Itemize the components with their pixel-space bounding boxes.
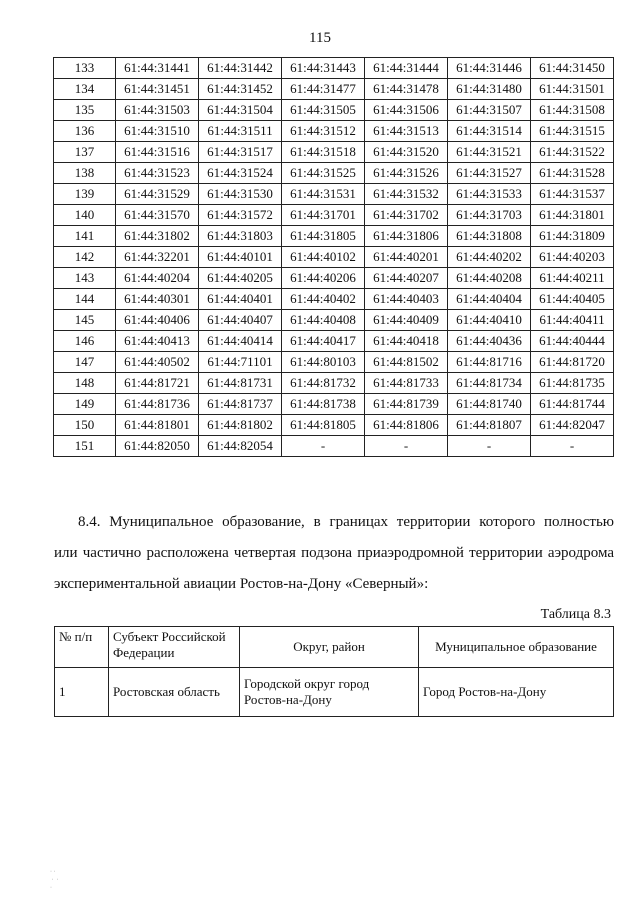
cadastral-number-cell: 61:44:81732	[282, 373, 365, 394]
cadastral-number-cell: 61:44:31806	[365, 226, 448, 247]
cadastral-number-cell: 61:44:40413	[116, 331, 199, 352]
cadastral-number-cell: 61:44:82047	[531, 415, 614, 436]
cadastral-number-cell: 61:44:40418	[365, 331, 448, 352]
cadastral-number-cell: 61:44:40402	[282, 289, 365, 310]
cadastral-number-cell: 61:44:40409	[365, 310, 448, 331]
cadastral-number-cell: 61:44:31702	[365, 205, 448, 226]
cadastral-number-cell: 61:44:31809	[531, 226, 614, 247]
header-cell-municipality: Муниципальное образование	[419, 627, 614, 668]
scan-specks: · · · · ·	[50, 869, 59, 891]
table-row	[54, 331, 614, 352]
cadastral-number-cell: 61:44:40102	[282, 247, 365, 268]
row-number-cell: 138	[54, 163, 116, 184]
cadastral-number-cell: 61:44:31520	[365, 142, 448, 163]
cadastral-number-cell: 61:44:31444	[365, 58, 448, 79]
cadastral-number-cell: 61:44:31525	[282, 163, 365, 184]
table-row	[54, 121, 614, 142]
paragraph-line-3: экспериментальной авиации Ростов-на-Дону «Северный»:	[54, 576, 429, 592]
row-number-cell: 147	[54, 352, 116, 373]
paragraph-line-2: или частично расположена четвертая подзона приаэродромной территории аэродрома	[54, 545, 614, 561]
cadastral-number-cell: 61:44:31533	[448, 184, 531, 205]
cadastral-number-cell: 61:44:81807	[448, 415, 531, 436]
page-number: 115	[309, 30, 331, 46]
cadastral-number-cell: 61:44:31526	[365, 163, 448, 184]
cadastral-number-cell: 61:44:31524	[199, 163, 282, 184]
header-cell-subject: Субъект Российской Федерации	[109, 627, 240, 668]
cadastral-number-cell: 61:44:81805	[282, 415, 365, 436]
row-number-cell: 135	[54, 100, 116, 121]
cadastral-number-cell: 61:44:40206	[282, 268, 365, 289]
table-row	[54, 436, 614, 457]
cadastral-number-cell: 61:44:82054	[199, 436, 282, 457]
table-row	[54, 268, 614, 289]
cadastral-number-cell: 61:44:40408	[282, 310, 365, 331]
cadastral-number-cell: 61:44:31531	[282, 184, 365, 205]
table-row	[54, 142, 614, 163]
header-cell-district: Округ, район	[240, 627, 419, 668]
cadastral-number-cell: 61:44:81733	[365, 373, 448, 394]
row-number-cell: 136	[54, 121, 116, 142]
cadastral-number-cell: 61:44:31570	[116, 205, 199, 226]
cadastral-number-cell: 61:44:81736	[116, 394, 199, 415]
cadastral-number-cell: 61:44:40211	[531, 268, 614, 289]
cadastral-number-cell: 61:44:31511	[199, 121, 282, 142]
cadastral-number-cell: 61:44:31521	[448, 142, 531, 163]
table-row	[54, 247, 614, 268]
cadastral-number-cell: 61:44:31803	[199, 226, 282, 247]
table-row	[54, 100, 614, 121]
row-number-cell: 139	[54, 184, 116, 205]
cadastral-number-cell: 61:44:40436	[448, 331, 531, 352]
cadastral-number-cell: 61:44:31452	[199, 79, 282, 100]
cadastral-number-cell: 61:44:31508	[531, 100, 614, 121]
cadastral-number-cell: 61:44:81744	[531, 394, 614, 415]
cadastral-number-cell: 61:44:81734	[448, 373, 531, 394]
cadastral-number-cell: 61:44:31510	[116, 121, 199, 142]
row-number-cell: 149	[54, 394, 116, 415]
row-number-cell: 148	[54, 373, 116, 394]
table-row	[54, 415, 614, 436]
cadastral-number-cell: 61:44:31530	[199, 184, 282, 205]
cadastral-number-cell: 61:44:31703	[448, 205, 531, 226]
cadastral-number-cell: 61:44:31518	[282, 142, 365, 163]
cadastral-number-cell: 61:44:31523	[116, 163, 199, 184]
cadastral-number-cell: 61:44:40205	[199, 268, 282, 289]
municipal-table-header-row	[55, 627, 614, 668]
cadastral-number-cell: 61:44:31504	[199, 100, 282, 121]
cadastral-number-cell: 61:44:31505	[282, 100, 365, 121]
table-row	[54, 163, 614, 184]
cadastral-number-cell: 61:44:31480	[448, 79, 531, 100]
cadastral-number-cell: 61:44:81737	[199, 394, 282, 415]
row-number-cell: 151	[54, 436, 116, 457]
cadastral-number-cell: 61:44:40404	[448, 289, 531, 310]
cadastral-number-cell: 61:44:81502	[365, 352, 448, 373]
cadastral-number-cell: 61:44:40414	[199, 331, 282, 352]
cadastral-number-cell: 61:44:40406	[116, 310, 199, 331]
cadastral-number-cell: 61:44:31516	[116, 142, 199, 163]
cadastral-number-cell: 61:44:81720	[531, 352, 614, 373]
row-cell-municipality: Город Ростов-на-Дону	[419, 668, 614, 717]
municipal-table-row	[55, 668, 614, 717]
row-number-cell: 146	[54, 331, 116, 352]
cadastral-number-cell: 61:44:40403	[365, 289, 448, 310]
cadastral-number-cell: -	[282, 436, 365, 457]
cadastral-number-cell: 61:44:81801	[116, 415, 199, 436]
cadastral-number-cell: 61:44:31701	[282, 205, 365, 226]
cadastral-number-cell: -	[448, 436, 531, 457]
cadastral-number-cell: 61:44:81806	[365, 415, 448, 436]
cadastral-number-cell: 61:44:82050	[116, 436, 199, 457]
cadastral-number-cell: 61:44:31805	[282, 226, 365, 247]
cadastral-number-cell: 61:44:31501	[531, 79, 614, 100]
row-number-cell: 141	[54, 226, 116, 247]
paragraph-line-1: 8.4. Муниципальное образование, в границах территории которого полностью	[78, 514, 614, 530]
cadastral-number-cell: 61:44:40502	[116, 352, 199, 373]
table-row	[54, 310, 614, 331]
cadastral-number-cell: 61:44:40405	[531, 289, 614, 310]
cadastral-number-cell: 61:44:31451	[116, 79, 199, 100]
cadastral-number-cell: 61:44:31802	[116, 226, 199, 247]
cadastral-number-cell: 61:44:31513	[365, 121, 448, 142]
cadastral-number-cell: -	[531, 436, 614, 457]
cadastral-number-cell: 61:44:31515	[531, 121, 614, 142]
cadastral-number-cell: 61:44:31506	[365, 100, 448, 121]
cadastral-number-cell: 61:44:31522	[531, 142, 614, 163]
cadastral-number-cell: 61:44:40207	[365, 268, 448, 289]
cadastral-number-cell: 61:44:31529	[116, 184, 199, 205]
cadastral-number-cell: 61:44:81802	[199, 415, 282, 436]
row-number-cell: 143	[54, 268, 116, 289]
row-cell-number: 1	[55, 668, 109, 717]
municipal-table	[54, 626, 614, 717]
table-row	[54, 205, 614, 226]
cadastral-number-cell: 61:44:40201	[365, 247, 448, 268]
cadastral-number-cell: 61:44:81739	[365, 394, 448, 415]
cadastral-number-cell: 61:44:40208	[448, 268, 531, 289]
cadastral-number-cell: 61:44:40401	[199, 289, 282, 310]
cadastral-number-cell: 61:44:31441	[116, 58, 199, 79]
table-row	[54, 184, 614, 205]
cadastral-number-cell: 61:44:81735	[531, 373, 614, 394]
cadastral-number-cell: 61:44:81721	[116, 373, 199, 394]
cadastral-number-cell: 61:44:40417	[282, 331, 365, 352]
cadastral-number-cell: 61:44:31514	[448, 121, 531, 142]
cadastral-number-cell: 61:44:31478	[365, 79, 448, 100]
cadastral-number-cell: 61:44:31808	[448, 226, 531, 247]
row-number-cell: 144	[54, 289, 116, 310]
cadastral-number-cell: 61:44:31537	[531, 184, 614, 205]
table-row	[54, 58, 614, 79]
cadastral-number-cell: 61:44:40202	[448, 247, 531, 268]
row-number-cell: 142	[54, 247, 116, 268]
cadastral-number-cell: 61:44:31528	[531, 163, 614, 184]
cadastral-table-body	[54, 58, 614, 457]
cadastral-number-cell: 61:44:40444	[531, 331, 614, 352]
cadastral-number-cell: 61:44:40411	[531, 310, 614, 331]
table-row	[54, 289, 614, 310]
cadastral-table	[53, 57, 614, 457]
cadastral-number-cell: 61:44:40407	[199, 310, 282, 331]
header-cell-number: № п/п	[55, 627, 109, 668]
row-number-cell: 140	[54, 205, 116, 226]
row-number-cell: 145	[54, 310, 116, 331]
cadastral-number-cell: 61:44:40301	[116, 289, 199, 310]
cadastral-number-cell: 61:44:40101	[199, 247, 282, 268]
cadastral-number-cell: 61:44:32201	[116, 247, 199, 268]
cadastral-number-cell: 61:44:31477	[282, 79, 365, 100]
cadastral-number-cell: 61:44:31507	[448, 100, 531, 121]
cadastral-number-cell: 61:44:31503	[116, 100, 199, 121]
cadastral-number-cell: 61:44:31512	[282, 121, 365, 142]
row-cell-subject: Ростовская область	[109, 668, 240, 717]
row-number-cell: 133	[54, 58, 116, 79]
cadastral-number-cell: 61:44:40410	[448, 310, 531, 331]
cadastral-number-cell: 61:44:80103	[282, 352, 365, 373]
cadastral-number-cell: 61:44:81731	[199, 373, 282, 394]
cadastral-number-cell: 61:44:31532	[365, 184, 448, 205]
section-8-4-paragraph	[54, 507, 614, 600]
table-row	[54, 79, 614, 100]
cadastral-number-cell: 61:44:40203	[531, 247, 614, 268]
cadastral-number-cell: 61:44:40204	[116, 268, 199, 289]
table-row	[54, 226, 614, 247]
row-number-cell: 137	[54, 142, 116, 163]
table-row	[54, 394, 614, 415]
cadastral-number-cell: 61:44:31442	[199, 58, 282, 79]
table-row	[54, 352, 614, 373]
cadastral-number-cell: 61:44:31517	[199, 142, 282, 163]
cadastral-number-cell: 61:44:81740	[448, 394, 531, 415]
cadastral-number-cell: 61:44:31572	[199, 205, 282, 226]
row-number-cell: 134	[54, 79, 116, 100]
cadastral-number-cell: 61:44:81716	[448, 352, 531, 373]
cadastral-number-cell: 61:44:71101	[199, 352, 282, 373]
row-number-cell: 150	[54, 415, 116, 436]
cadastral-number-cell: 61:44:81738	[282, 394, 365, 415]
cadastral-number-cell: 61:44:31450	[531, 58, 614, 79]
cadastral-number-cell: 61:44:31446	[448, 58, 531, 79]
cadastral-number-cell: -	[365, 436, 448, 457]
table-caption: Таблица 8.3	[540, 607, 611, 622]
cadastral-number-cell: 61:44:31527	[448, 163, 531, 184]
cadastral-number-cell: 61:44:31801	[531, 205, 614, 226]
table-row	[54, 373, 614, 394]
row-cell-district: Городской округ город Ростов-на-Дону	[240, 668, 419, 717]
cadastral-number-cell: 61:44:31443	[282, 58, 365, 79]
